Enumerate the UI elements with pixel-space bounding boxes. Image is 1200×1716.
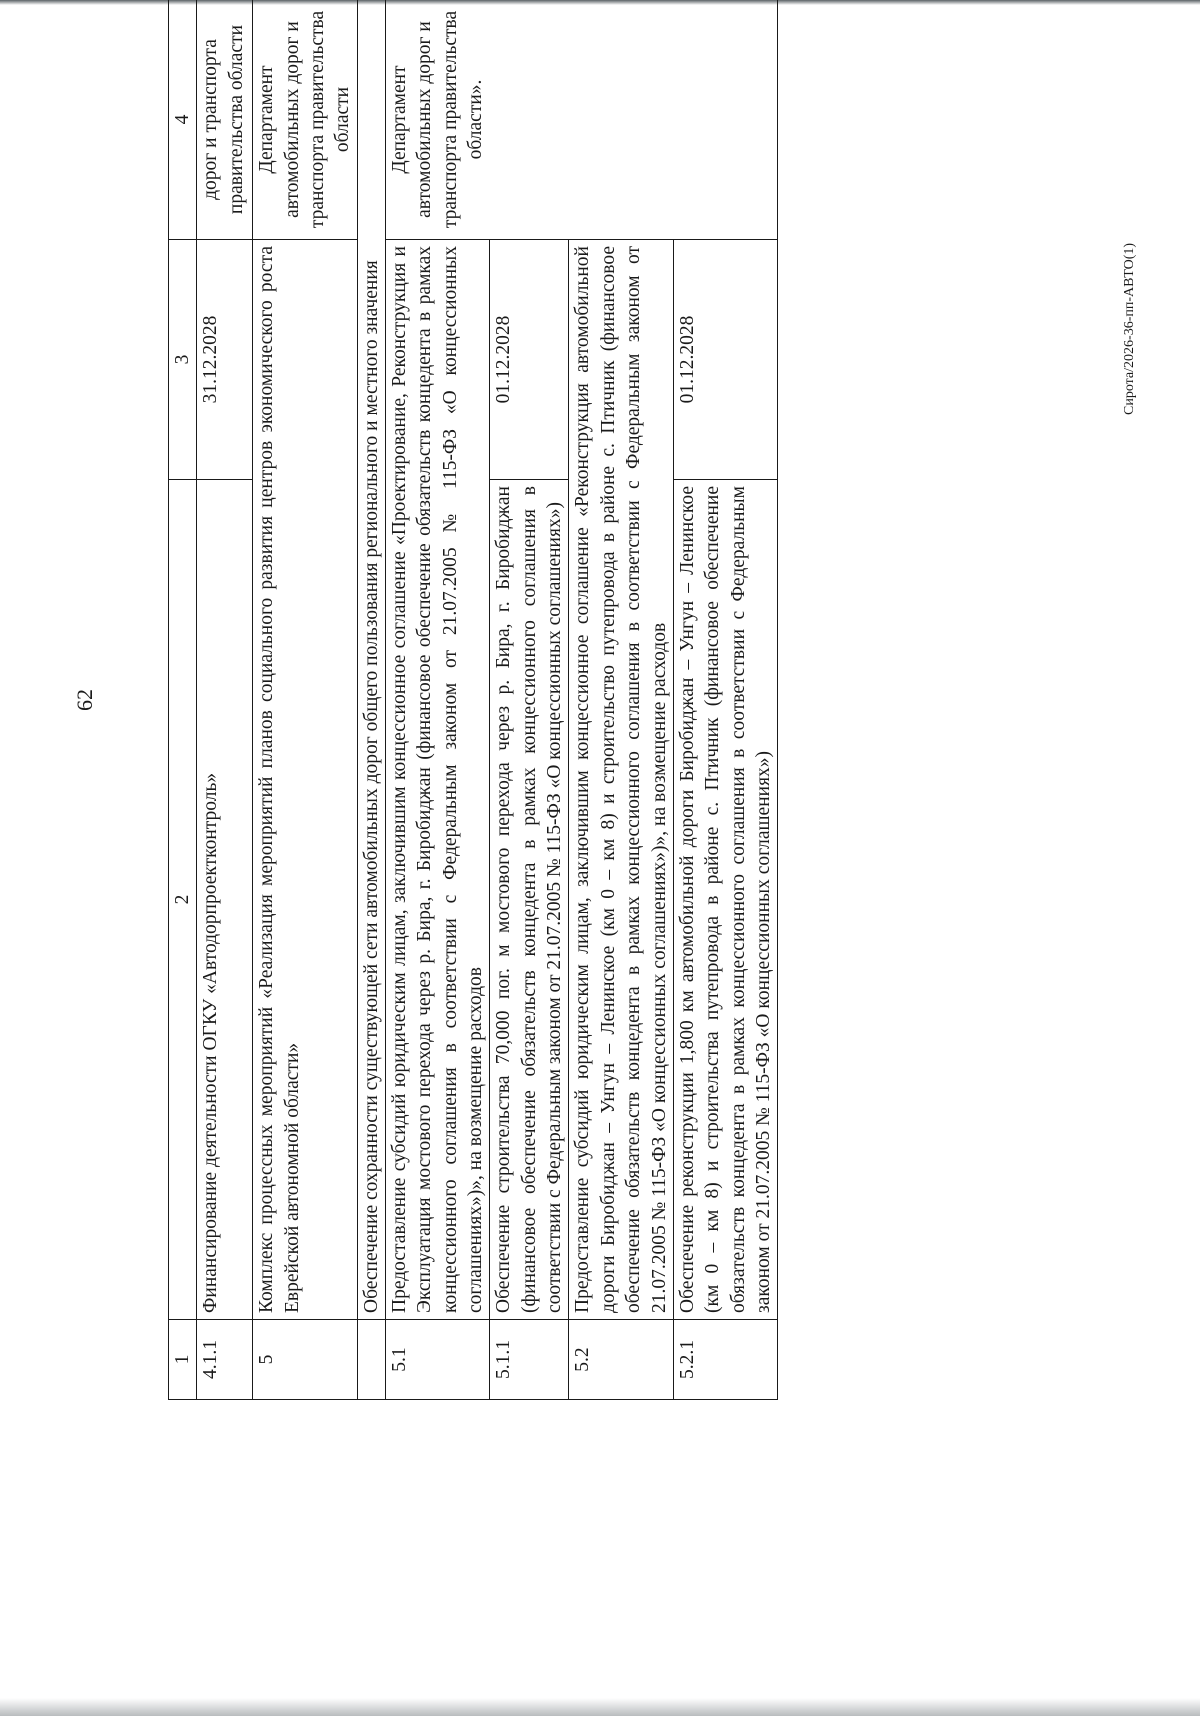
row-date: 01.12.2028 (673, 240, 777, 480)
row-responsible: Департамент автомобильных дорог и транспорта правительства области». (386, 0, 778, 240)
header-cell: 4 (169, 0, 197, 240)
row-description: Предоставление субсидий юридическим лицам, заключившим концессионное соглашение «Проектирование, Реконструкция и Эксплуатация мостового перехода через р. Бира, г. Биробиджан (финансовое обеспечение обязательств концедента в рамках концессионного соглашения в соответствии с Федеральным законом от 21.07.2005 № 115-ФЗ «О концессионных соглашениях»)», на возмещение расходов (386, 240, 490, 1320)
row-responsible: Департамент автомобильных дорог и транспорта правительства области (253, 0, 357, 240)
header-cell: 3 (169, 240, 197, 480)
table-row (197, 0, 253, 1400)
row-date: 01.12.2028 (490, 240, 569, 480)
row-description: Финансирование деятельности ОГКУ «Автодорпроектконтроль» (197, 480, 253, 1320)
table-row (357, 0, 385, 1400)
row-number: 5.2.1 (673, 1320, 777, 1400)
row-description: Обеспечение реконструкции 1,800 км автомобильной дороги Биробиджан – Унгун – Ленинское (км 0 – км 8) и строительства путепровода в районе с. Птичник (финансовое обеспечение обязательств концедента в рамках концессионного соглашения в соответствии с Федеральным законом от 21.07.2005 № 115-ФЗ «О концессионных соглашениях») (673, 480, 777, 1320)
table-header-row (169, 0, 197, 1400)
scan-edge-bottom (0, 1698, 1200, 1716)
page-number: 62 (72, 689, 97, 711)
row-responsible: дорог и транспорта правительства области (197, 0, 253, 240)
table-row (253, 0, 357, 1400)
row-description: Комплекс процессных мероприятий «Реализация мероприятий планов социального развития центров экономического роста Еврейской автономной области» (253, 240, 357, 1320)
section-heading: Обеспечение сохранности существующей сети автомобильных дорог общего пользования регионального и местного значения (357, 0, 385, 1320)
row-description: Предоставление субсидий юридическим лицам, заключившим концессионное соглашение «Реконструкция автомобильной дороги Биробиджан – Унгун – Ленинское (км 0 – км 8) и строительство путепровода в районе с. Птичник (финансовое обеспечение обязательств концедента в рамках концессионного соглашения в соответствии с Федеральным законом от 21.07.2005 № 115-ФЗ «О концессионных соглашениях»)», на возмещение расходов (569, 240, 673, 1320)
header-cell: 2 (169, 480, 197, 1320)
row-description: Обеспечение строительства 70,000 пог. м мостового перехода через р. Бира, г. Биробиджан (финансовое обеспечение обязательств концедента в рамках концессионного соглашения в соответствии с Федеральным законом от 21.07.2005 № 115-ФЗ «О концессионных соглашениях») (490, 480, 569, 1320)
row-number (357, 1320, 385, 1400)
row-number: 5.1 (386, 1320, 490, 1400)
row-number: 5.2 (569, 1320, 673, 1400)
row-date: 31.12.2028 (197, 240, 253, 480)
header-cell: 1 (169, 1320, 197, 1400)
row-number: 4.1.1 (197, 1320, 253, 1400)
table-row (386, 0, 490, 1400)
document-code: Сирота/2026-36-пп-АВТО(1) (1122, 242, 1137, 415)
rotated-page (72, 0, 868, 1400)
measures-table (168, 0, 778, 1400)
row-number: 5.1.1 (490, 1320, 569, 1400)
row-number: 5 (253, 1320, 357, 1400)
